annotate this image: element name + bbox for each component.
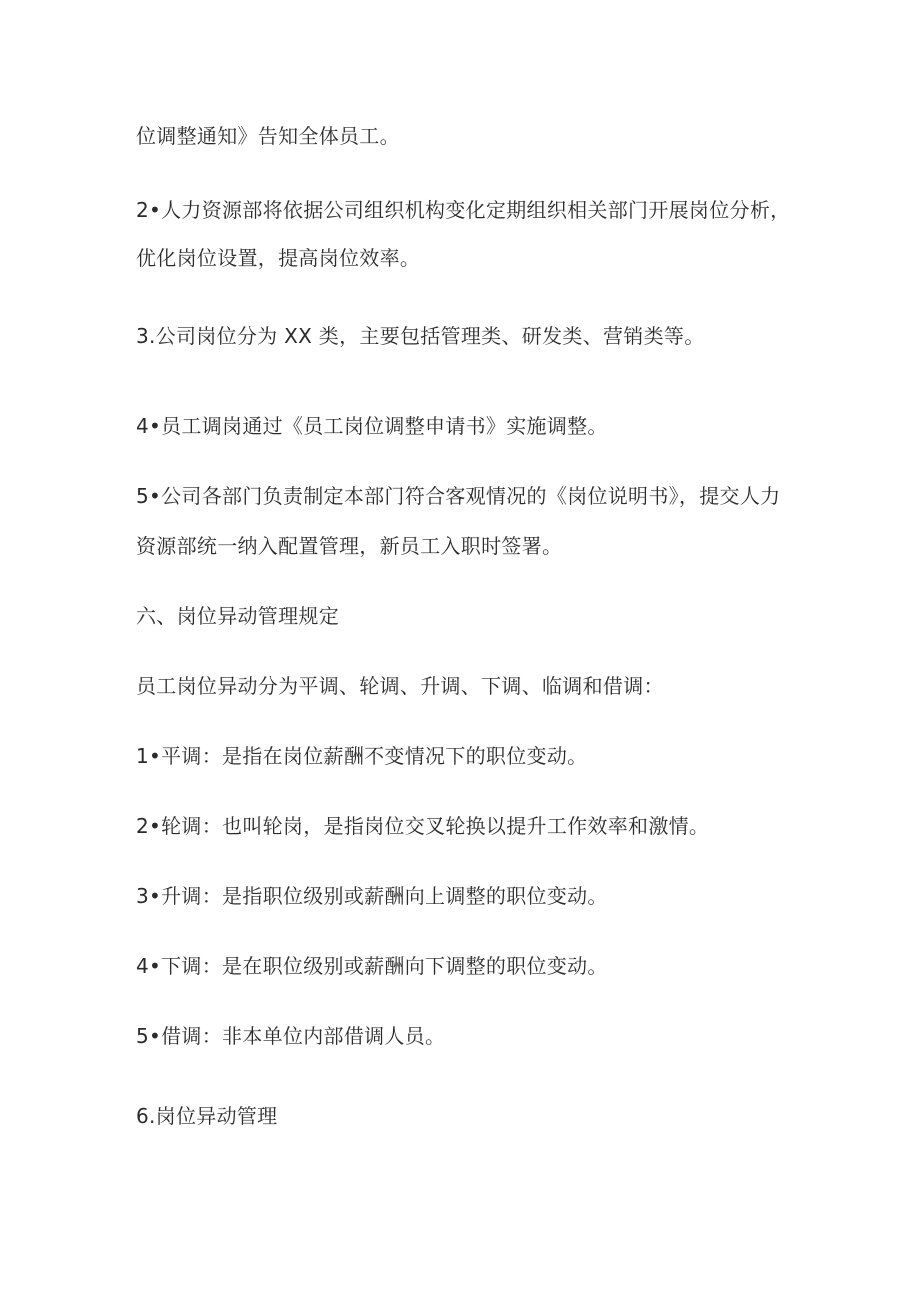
- text-line-item-2: 2•人力资源部将依据公司组织机构变化定期组织相关部门开展岗位分析，: [136, 198, 791, 222]
- text-line-item-6: 6.岗位异动管理: [136, 1104, 278, 1128]
- text-line-intro: 员工岗位异动分为平调、轮调、升调、下调、临调和借调：: [136, 674, 664, 698]
- text-line-item-2-continuation: 优化岗位设置，提高岗位效率。: [136, 246, 421, 270]
- text-line-item-3: 3.公司岗位分为 XX 类，主要包括管理类、研发类、营销类等。: [136, 324, 705, 348]
- text-line-transfer-1: 1•平调：是指在岗位薪酬不变情况下的职位变动。: [136, 744, 588, 768]
- text-line-item-4: 4•员工调岗通过《员工岗位调整申请书》实施调整。: [136, 414, 608, 438]
- text-line-transfer-2: 2•轮调：也叫轮岗，是指岗位交叉轮换以提升工作效率和激情。: [136, 814, 710, 838]
- text-line-transfer-5: 5•借调：非本单位内部借调人员。: [136, 1024, 446, 1048]
- text-line-transfer-4: 4•下调：是在职位级别或薪酬向下调整的职位变动。: [136, 954, 608, 978]
- text-line-item-5-continuation: 资源部统一纳入配置管理，新员工入职时签署。: [136, 534, 563, 558]
- text-line-transfer-3: 3•升调：是指职位级别或薪酬向上调整的职位变动。: [136, 884, 608, 908]
- section-heading: 六、岗位异动管理规定: [136, 604, 339, 628]
- text-line-item-5: 5•公司各部门负责制定本部门符合客观情况的《岗位说明书》，提交人力: [136, 484, 781, 508]
- text-line-continuation: 位调整通知》告知全体员工。: [136, 124, 400, 148]
